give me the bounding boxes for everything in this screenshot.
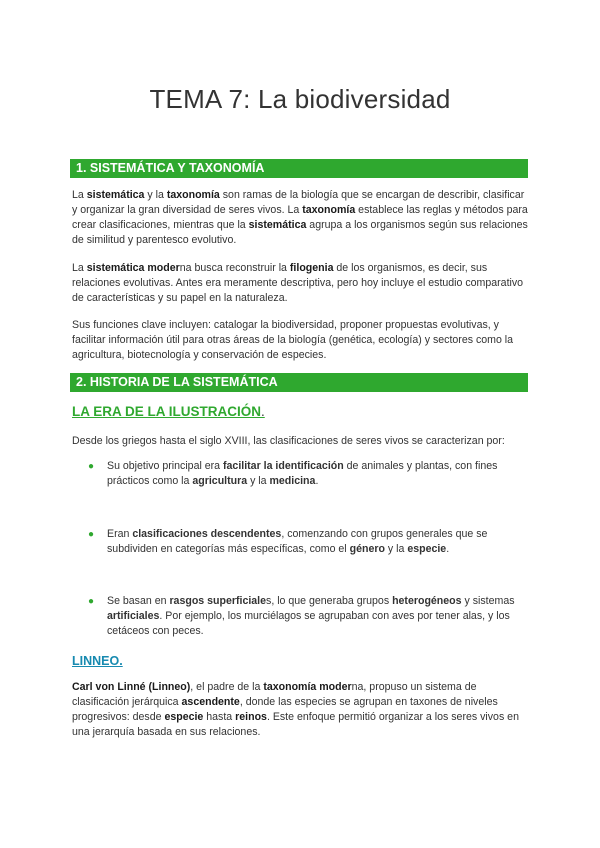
- page-title: TEMA 7: La biodiversidad: [149, 84, 451, 114]
- paragraph-sistematica-moderna: La sistemática moderna busca reconstruir la filogenia de los organismos, es decir, sus relaciones evolutivas. Antes era meramente descriptiva, pero hoy incluye el estudio comparativo de características y su papel en la naturaleza.: [72, 262, 524, 304]
- paragraph-linneo: Carl von Linné (Linneo), el padre de la taxonomía moderna, propuso un sistema de clasificación jerárquica ascendente, donde las especies se agrupan en taxones de niveles progresivos: desde especie hasta reinos. Este enfoque permitió organizar a los seres vivos en una jerarquía basada en sus relaciones.: [72, 681, 519, 738]
- paragraph-funciones: Sus funciones clave incluyen: catalogar la biodiversidad, proponer propuestas evolutivas, y facilitar información útil para otras áreas de la biología (genética, ecología) y sectores como la agricultura, biotecnología y conservación de especies.: [72, 319, 514, 361]
- section-heading-historia: 2. HISTORIA DE LA SISTEMÁTICA: [70, 373, 528, 392]
- bullet-item-descendentes: Eran clasificaciones descendentes, comenzando con grupos generales que se subdividen en categorías más específicas, como el género y la especie.: [107, 528, 488, 555]
- subheading-ilustracion-text: LA ERA DE LA ILUSTRACIÓN: [72, 404, 261, 419]
- paragraph-sistematica-intro: La sistemática y la taxonomía son ramas de la biología que se encargan de describir, clasificar y organizar la gran diversidad de seres vivos. La taxonomía establece las reglas y métodos para crear clasificaciones, mientras que la sistemática agrupa a los organismos según sus relaciones de similitud y parentesco evolutivo.: [72, 189, 528, 246]
- bullet-icon: ●: [88, 529, 95, 540]
- subheading-ilustracion-dot: .: [261, 404, 265, 419]
- bullet-icon: ●: [88, 596, 95, 607]
- bullet-item-superficiales: Se basan en rasgos superficiales, lo que generaba grupos heterogéneos y sistemas artificiales. Por ejemplo, los murciélagos se agrupaban con aves por tener alas, y los cetáceos con peces.: [107, 595, 515, 637]
- paragraph-intro-ilustracion: Desde los griegos hasta el siglo XVIII, las clasificaciones de seres vivos se caracterizan por:: [72, 435, 505, 447]
- subheading-ilustracion: [72, 404, 265, 419]
- section-heading-sistematica: 1. SISTEMÁTICA Y TAXONOMÍA: [70, 159, 528, 178]
- bullet-item-identificacion: Su objetivo principal era facilitar la identificación de animales y plantas, con fines prácticos como la agricultura y la medicina.: [107, 460, 498, 487]
- bullet-icon: ●: [88, 461, 95, 472]
- subheading-linneo: LINNEO.: [72, 654, 123, 668]
